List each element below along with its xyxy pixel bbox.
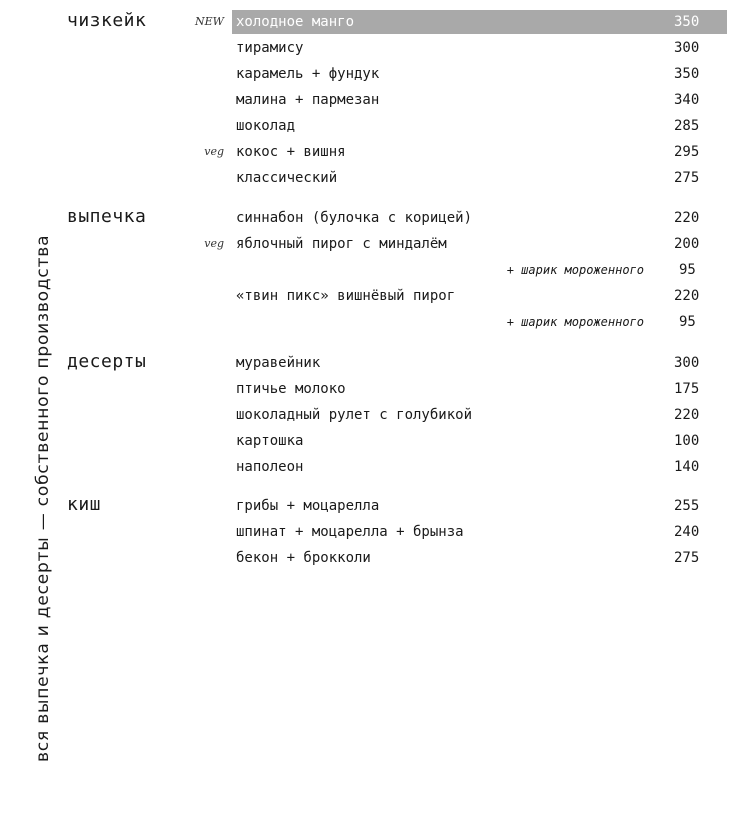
- production-note: вся выпечка и десерты — собственного производства: [33, 234, 53, 762]
- item-list: [0, 494, 731, 572]
- item-price: 200: [674, 236, 700, 252]
- menu-item[interactable]: [0, 377, 731, 403]
- menu-item[interactable]: [0, 429, 731, 455]
- menu-item-highlighted[interactable]: [0, 10, 731, 36]
- item-price: 220: [674, 288, 700, 304]
- menu-item[interactable]: [0, 232, 731, 258]
- item-price: 240: [674, 524, 700, 540]
- item-name: малина + пармезан: [236, 92, 380, 108]
- section-title: чизкейк: [67, 10, 147, 31]
- addon-price: 95: [679, 314, 696, 330]
- item-name: муравейник: [236, 355, 321, 371]
- item-price: 100: [674, 433, 700, 449]
- menu-item[interactable]: [0, 455, 731, 481]
- addon-name: + шарик мороженного: [506, 315, 644, 329]
- menu-addon[interactable]: [0, 258, 731, 284]
- menu-item[interactable]: [0, 351, 731, 377]
- item-price: 295: [674, 144, 700, 160]
- new-badge: NEW: [195, 15, 224, 28]
- item-price: 350: [674, 14, 700, 30]
- menu-item[interactable]: [0, 114, 731, 140]
- menu-item[interactable]: [0, 284, 731, 310]
- item-list: [0, 206, 731, 336]
- veg-badge: veg: [204, 237, 224, 250]
- menu-item[interactable]: [0, 140, 731, 166]
- item-price: 350: [674, 66, 700, 82]
- item-price: 275: [674, 550, 700, 566]
- menu-item[interactable]: [0, 546, 731, 572]
- item-price: 220: [674, 210, 700, 226]
- item-name: яблочный пирог с миндалём: [236, 236, 447, 252]
- menu-item[interactable]: [0, 36, 731, 62]
- menu-addon[interactable]: [0, 310, 731, 336]
- menu-item[interactable]: [0, 494, 731, 520]
- item-name: шоколад: [236, 118, 296, 134]
- item-list: [0, 351, 731, 481]
- item-price: 285: [674, 118, 700, 134]
- item-list: [0, 10, 731, 192]
- section-title: киш: [67, 494, 102, 515]
- item-price: 275: [674, 170, 700, 186]
- item-price: 220: [674, 407, 700, 423]
- item-name: тирамису: [236, 40, 304, 56]
- item-name: грибы + моцарелла: [236, 498, 380, 514]
- item-price: 175: [674, 381, 700, 397]
- item-price: 255: [674, 498, 700, 514]
- item-name: шоколадный рулет с голубикой: [236, 407, 473, 423]
- addon-price: 95: [679, 262, 696, 278]
- menu-item[interactable]: [0, 88, 731, 114]
- menu-item[interactable]: [0, 166, 731, 192]
- section-title: десерты: [67, 351, 147, 372]
- menu-item[interactable]: [0, 403, 731, 429]
- menu-item[interactable]: [0, 62, 731, 88]
- item-name: картошка: [236, 433, 304, 449]
- item-name: кокос + вишня: [236, 144, 346, 160]
- item-price: 300: [674, 355, 700, 371]
- item-name: наполеон: [236, 459, 304, 475]
- addon-name: + шарик мороженного: [506, 263, 644, 277]
- item-price: 300: [674, 40, 700, 56]
- item-name: карамель + фундук: [236, 66, 380, 82]
- item-price: 340: [674, 92, 700, 108]
- item-name: холодное манго: [236, 14, 355, 30]
- item-name: бекон + брокколи: [236, 550, 371, 566]
- section-title: выпечка: [67, 206, 147, 227]
- item-name: синнабон (булочка с корицей): [236, 210, 473, 226]
- item-name: шпинат + моцарелла + брынза: [236, 524, 464, 540]
- item-price: 140: [674, 459, 700, 475]
- item-name: «твин пикс» вишнёвый пирог: [236, 288, 456, 304]
- item-name: птичье молоко: [236, 381, 346, 397]
- veg-badge: veg: [204, 145, 224, 158]
- item-name: классический: [236, 170, 338, 186]
- menu-item[interactable]: [0, 520, 731, 546]
- menu-item[interactable]: [0, 206, 731, 232]
